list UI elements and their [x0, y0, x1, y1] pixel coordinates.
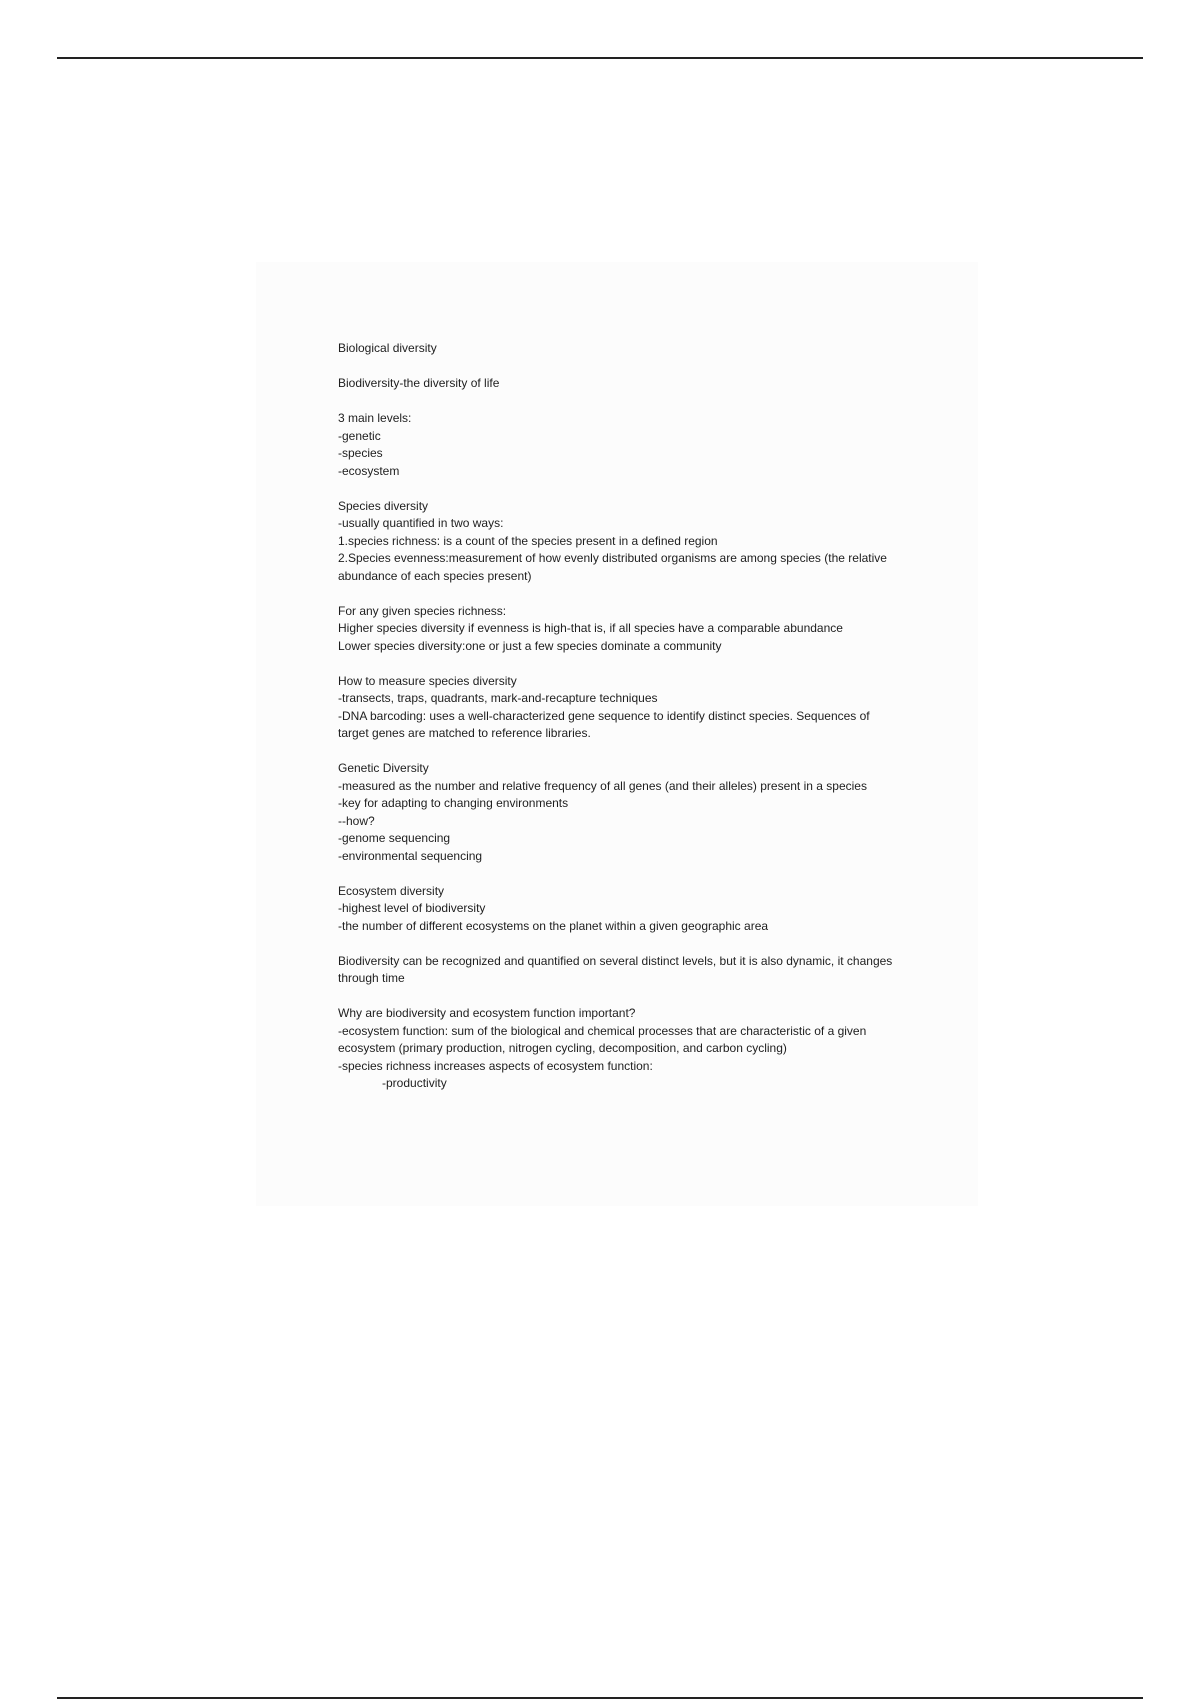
- note-block: [338, 375, 898, 393]
- block-heading: Genetic Diversity: [338, 761, 429, 775]
- note-block: [338, 603, 898, 656]
- block-heading: Ecosystem diversity: [338, 883, 445, 898]
- note-line: -measured as the number and relative frequency of all genes (and their alleles) present in a species: [338, 778, 867, 793]
- note-line: --how?: [338, 813, 375, 828]
- note-line: -genetic: [338, 428, 381, 443]
- note-line: -species richness increases aspects of ecosystem function:: [338, 1058, 653, 1073]
- indented-note-line: -productivity: [382, 1076, 447, 1090]
- note-block: [338, 953, 898, 988]
- note-block: [338, 1005, 898, 1093]
- note-block: [338, 883, 898, 936]
- note-block: [338, 673, 898, 743]
- bottom-rule: [57, 1697, 1143, 1699]
- note-line: -genome sequencing: [338, 831, 451, 845]
- note-block: [338, 410, 898, 480]
- block-heading: Biodiversity can be recognized and quantified on several distinct levels, but it is also dynamic, it changes through time: [338, 953, 893, 985]
- note-line: -DNA barcoding: uses a well-characterized gene sequence to identify distinct species. Sequences of target genes are matched to reference libraries.: [338, 708, 870, 740]
- note-line: -species: [338, 446, 383, 460]
- note-block: [338, 498, 898, 586]
- note-line: -environmental sequencing: [338, 848, 483, 863]
- note-line: -ecosystem function: sum of the biological and chemical processes that are characteristic of a given ecosystem (primary production, nitrogen cycling, decomposition, and carbon cycling): [338, 1023, 867, 1055]
- notes-body: [338, 340, 898, 1110]
- block-heading: Why are biodiversity and ecosystem function important?: [338, 1006, 636, 1020]
- note-line: -ecosystem: [338, 463, 400, 478]
- note-line: 2.Species evenness:measurement of how evenly distributed organisms are among species (the relative abundance of each species present): [338, 551, 887, 583]
- block-heading: Biological diversity: [338, 341, 437, 355]
- block-heading: How to measure species diversity: [338, 673, 517, 688]
- note-block: [338, 340, 898, 358]
- note-line: -highest level of biodiversity: [338, 901, 486, 915]
- block-heading: For any given species richness:: [338, 603, 507, 618]
- block-heading: Species diversity: [338, 498, 429, 513]
- block-heading: 3 main levels:: [338, 411, 412, 425]
- note-line: -transects, traps, quadrants, mark-and-recapture techniques: [338, 691, 658, 705]
- note-line: Lower species diversity:one or just a few species dominate a community: [338, 638, 722, 653]
- top-rule: [57, 57, 1143, 59]
- note-line: -the number of different ecosystems on the planet within a given geographic area: [338, 918, 769, 933]
- note-line: 1.species richness: is a count of the species present in a defined region: [338, 533, 718, 548]
- note-line: -key for adapting to changing environments: [338, 796, 569, 810]
- note-line: -usually quantified in two ways:: [338, 516, 504, 530]
- note-line: Higher species diversity if evenness is high-that is, if all species have a comparable abundance: [338, 621, 843, 635]
- block-heading: Biodiversity-the diversity of life: [338, 376, 500, 390]
- note-block: [338, 760, 898, 865]
